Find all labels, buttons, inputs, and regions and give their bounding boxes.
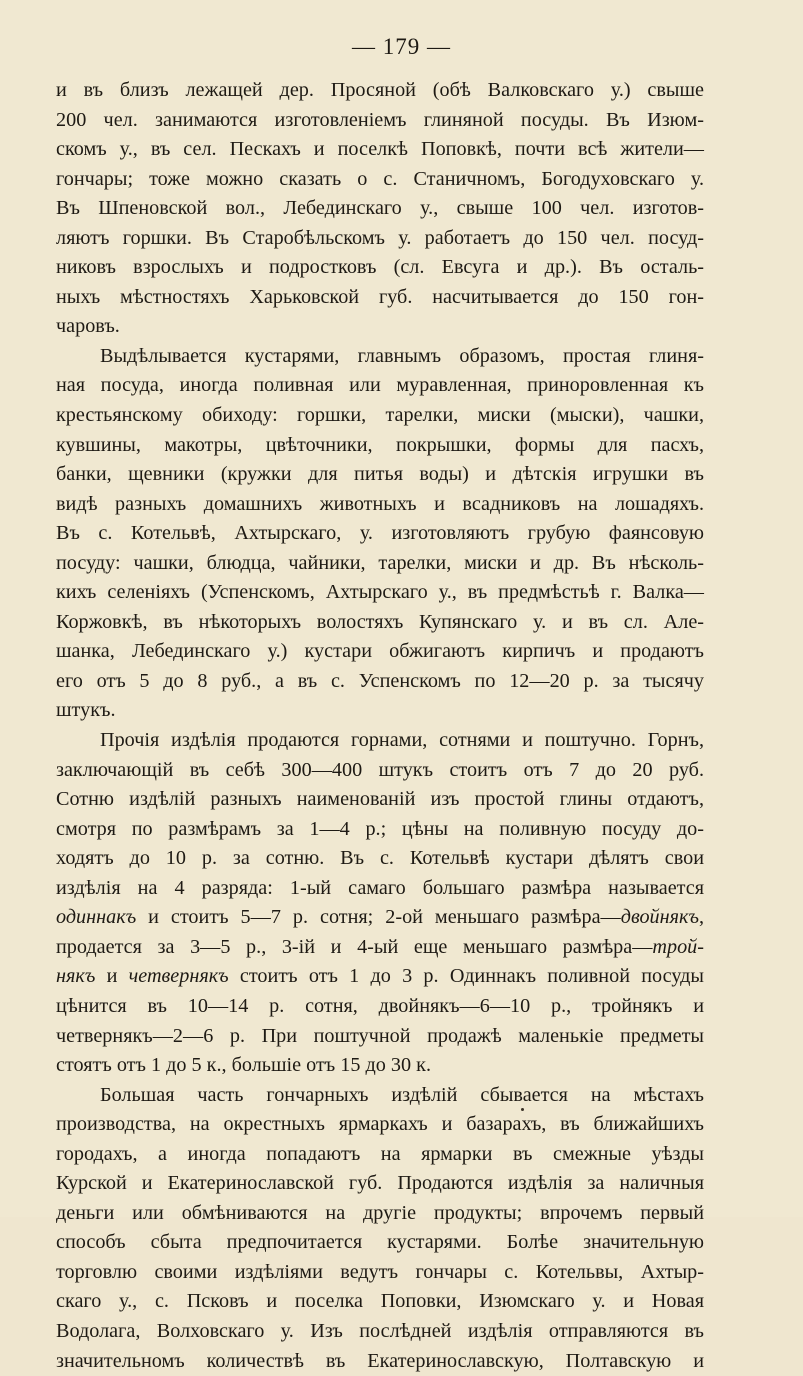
text-line: ляютъ горшки. Въ Старобѣльскомъ у. работаетъ до 150 чел. посуд- [56, 226, 704, 249]
text-line: одиннакъ и стоитъ 5—7 р. сотня; 2-ой меньшаго размѣра—двойнякъ, [56, 906, 704, 929]
text-line: Водолага, Волховскаго у. Изъ послѣдней издѣлія отправляются въ [56, 1319, 704, 1342]
paragraph [56, 342, 704, 726]
page-number: — 179 — [352, 34, 451, 59]
text-line: Въ Шпеновской вол., Лебединскаго у., свыше 100 чел. изготов- [56, 197, 704, 220]
text-line: 200 чел. занимаются изготовленіемъ глиняной посуды. Въ Изюм- [56, 108, 704, 131]
ink-speck [521, 1108, 524, 1111]
text-line: някъ и четвернякъ стоитъ отъ 1 до 3 р. Одиннакъ поливной посуды [56, 965, 704, 988]
body-text [56, 76, 704, 1376]
text-line: Выдѣлывается кустарями, главнымъ образомъ, простая глиня- [100, 344, 704, 367]
text-line: банки, щевники (кружки для питья воды) и дѣтскія игрушки въ [56, 463, 704, 486]
text-line: штукъ. [56, 699, 116, 722]
text-line: Большая часть гончарныхъ издѣлій сбывается на мѣстахъ [100, 1083, 704, 1106]
text-line: четвернякъ—2—6 р. При поштучной продажѣ маленькіе предметы [56, 1024, 704, 1047]
paragraph [56, 726, 704, 1081]
text-line: заключающій въ себѣ 300—400 штукъ стоитъ отъ 7 до 20 руб. [56, 758, 704, 781]
text-line: Прочія издѣлія продаются горнами, сотнями и поштучно. Горнъ, [100, 729, 704, 752]
text-line: смотря по размѣрамъ за 1—4 р.; цѣны на поливную посуду до- [56, 817, 704, 840]
text-line: продается за 3—5 р., 3-ій и 4-ый еще меньшаго размѣра—трой- [56, 935, 704, 958]
text-line: Курской и Екатеринославской губ. Продаются издѣлія за наличныя [56, 1172, 704, 1195]
text-line: скомъ у., въ сел. Пескахъ и поселкѣ Поповкѣ, почти всѣ жители— [56, 138, 704, 161]
text-line: посуду: чашки, блюдца, чайники, тарелки, миски и др. Въ нѣсколь- [56, 551, 704, 574]
text-line: ходятъ до 10 р. за сотню. Въ с. Котельвѣ кустари дѣлятъ свои [56, 847, 704, 870]
text-line: Сотню издѣлій разныхъ наименованій изъ простой глины отдаютъ, [56, 788, 704, 811]
paragraph [56, 1081, 704, 1376]
text-line: кихъ селеніяхъ (Успенскомъ, Ахтырскаго у., въ предмѣстьѣ г. Валка— [56, 581, 704, 604]
text-line: деньги или обмѣниваются на другіе продукты; впрочемъ первый [56, 1201, 704, 1224]
text-line: гончары; тоже можно сказать о с. Станичномъ, Богодуховскаго у. [56, 167, 704, 190]
text-line: шанка, Лебединскаго у.) кустари обжигаютъ кирпичъ и продаютъ [56, 640, 704, 663]
text-line: видѣ разныхъ домашнихъ животныхъ и всадниковъ на лошадяхъ. [56, 492, 704, 515]
text-line: Въ с. Котельвѣ, Ахтырскаго, у. изготовляютъ грубую фаянсовую [56, 522, 704, 545]
text-line: ныхъ мѣстностяхъ Харьковской губ. насчитывается до 150 гон- [56, 285, 704, 308]
paragraph [56, 76, 704, 342]
text-line: издѣлія на 4 разряда: 1-ый самаго большаго размѣра называется [56, 876, 704, 899]
text-line: его отъ 5 до 8 руб., а въ с. Успенскомъ по 12—20 р. за тысячу [56, 669, 704, 692]
text-line: ная посуда, иногда поливная или муравленная, приноровленная къ [56, 374, 704, 397]
text-line: городахъ, а иногда попадаютъ на ярмарки въ смежные уѣзды [56, 1142, 704, 1165]
text-line: торговлю своими издѣліями ведутъ гончары с. Котельвы, Ахтыр- [56, 1260, 704, 1283]
text-line: стоятъ отъ 1 до 5 к., большіе отъ 15 до 30 к. [56, 1054, 432, 1077]
text-line: скаго у., с. Псковъ и поселка Поповки, Изюмскаго у. и Новая [56, 1290, 704, 1313]
text-line: кувшины, макотры, цвѣточники, покрышки, формы для пасхъ, [56, 433, 704, 456]
text-line: чаровъ. [56, 315, 120, 338]
text-line: и въ близъ лежащей дер. Просяной (обѣ Валковскаго у.) свыше [56, 79, 704, 101]
text-line: способъ сбыта предпочитается кустарями. Болѣе значительную [56, 1231, 704, 1254]
text-line: производства, на окрестныхъ ярмаркахъ и базарахъ, въ ближайшихъ [56, 1113, 704, 1136]
text-line: цѣнится въ 10—14 р. сотня, двойнякъ—6—10 р., тройнякъ и [56, 994, 704, 1017]
text-line: Коржовкѣ, въ нѣкоторыхъ волостяхъ Купянскаго у. и въ сл. Але- [56, 610, 704, 633]
text-line: значительномъ количествѣ въ Екатеринославскую, Полтавскую и [56, 1349, 704, 1372]
text-line: крестьянскому обиходу: горшки, тарелки, миски (мыски), чашки, [56, 404, 704, 427]
text-line: никовъ взрослыхъ и подростковъ (сл. Евсуга и др.). Въ осталь- [56, 256, 704, 279]
